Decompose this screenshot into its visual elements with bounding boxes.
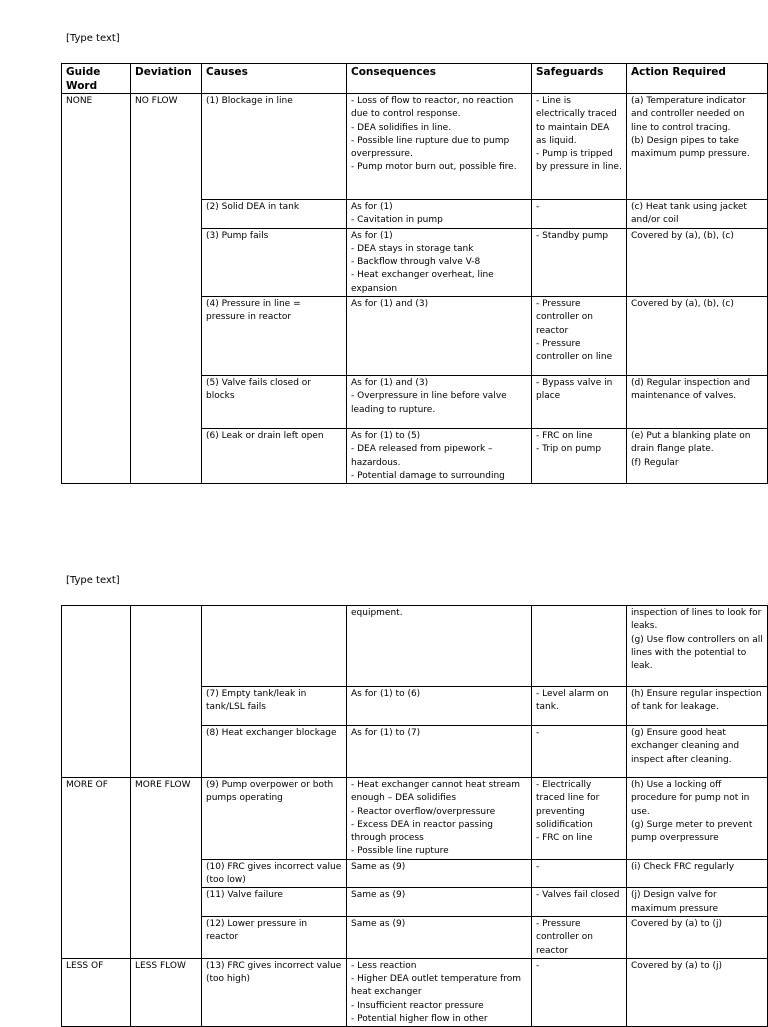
column-header-consequences: Consequences <box>347 64 532 94</box>
safeguards-cell <box>532 606 627 687</box>
causes-cell: (6) Leak or drain left open <box>202 429 347 484</box>
table-header-row <box>62 64 768 94</box>
action-cell: (g) Ensure good heat exchanger cleaning and inspect after cleaning. <box>627 726 768 778</box>
safeguards-cell: - Line is electrically traced to maintain DEA as liquid. - Pump is tripped by pressure in line. <box>532 94 627 200</box>
action-cell: Covered by (a) to (j) <box>627 916 768 958</box>
causes-cell <box>202 606 347 687</box>
safeguards-cell: - Valves fail closed <box>532 888 627 917</box>
guide-word-cell: NONE <box>62 94 131 484</box>
safeguards-cell: - Pressure controller on reactor <box>532 916 627 958</box>
action-cell: Covered by (a), (b), (c) <box>627 297 768 376</box>
deviation-cell: LESS FLOW <box>131 958 202 1026</box>
deviation-cell <box>131 606 202 778</box>
consequences-cell: As for (1) and (3) <box>347 297 532 376</box>
guide-word-cell: LESS OF <box>62 958 131 1026</box>
safeguards-cell: - FRC on line - Trip on pump <box>532 429 627 484</box>
causes-cell: (10) FRC gives incorrect value (too low) <box>202 859 347 888</box>
safeguards-cell: - Pressure controller on reactor - Pressure controller on line <box>532 297 627 376</box>
causes-cell: (3) Pump fails <box>202 228 347 296</box>
action-cell: (c) Heat tank using jacket and/or coil <box>627 200 768 229</box>
column-header-deviation: Deviation <box>131 64 202 94</box>
causes-cell: (4) Pressure in line = pressure in reactor <box>202 297 347 376</box>
action-cell: (i) Check FRC regularly <box>627 859 768 888</box>
hazop-table-page1 <box>61 63 768 484</box>
action-cell: (j) Design valve for maximum pressure <box>627 888 768 917</box>
safeguards-cell: - <box>532 958 627 1026</box>
column-header-causes: Causes <box>202 64 347 94</box>
causes-cell: (7) Empty tank/leak in tank/LSL fails <box>202 687 347 726</box>
action-cell: (h) Ensure regular inspection of tank for leakage. <box>627 687 768 726</box>
consequences-cell: As for (1) to (5) - DEA released from pipework – hazardous. - Potential damage to surrounding <box>347 429 532 484</box>
safeguards-cell: - Standby pump <box>532 228 627 296</box>
consequences-cell: As for (1) to (6) <box>347 687 532 726</box>
column-header-action-required: Action Required <box>627 64 768 94</box>
causes-cell: (2) Solid DEA in tank <box>202 200 347 229</box>
consequences-cell: As for (1) to (7) <box>347 726 532 778</box>
causes-cell: (9) Pump overpower or both pumps operating <box>202 778 347 860</box>
safeguards-cell: - <box>532 859 627 888</box>
column-header-guide-word: Guide Word <box>62 64 131 94</box>
action-cell: Covered by (a), (b), (c) <box>627 228 768 296</box>
consequences-cell: - Heat exchanger cannot heat stream enough – DEA solidifies - Reactor overflow/overpressure - Excess DEA in reactor passing through process - Possible line rupture <box>347 778 532 860</box>
guide-word-cell <box>62 606 131 778</box>
deviation-cell: MORE FLOW <box>131 778 202 959</box>
table-row <box>62 778 768 860</box>
consequences-cell: As for (1) and (3) - Overpressure in line before valve leading to rupture. <box>347 376 532 429</box>
safeguards-cell: - Level alarm on tank. <box>532 687 627 726</box>
safeguards-cell: - Bypass valve in place <box>532 376 627 429</box>
safeguards-cell: - <box>532 200 627 229</box>
safeguards-cell: - <box>532 726 627 778</box>
table-row <box>62 94 768 200</box>
page2-header: [Type text] <box>66 575 120 586</box>
table-row <box>62 958 768 1026</box>
column-header-safeguards: Safeguards <box>532 64 627 94</box>
consequences-cell: As for (1) - DEA stays in storage tank - Backflow through valve V-8 - Heat exchanger overheat, line expansion <box>347 228 532 296</box>
action-cell: (e) Put a blanking plate on drain flange plate. (f) Regular <box>627 429 768 484</box>
causes-cell: (8) Heat exchanger blockage <box>202 726 347 778</box>
causes-cell: (12) Lower pressure in reactor <box>202 916 347 958</box>
action-cell: (h) Use a locking off procedure for pump not in use. (g) Surge meter to prevent pump overpressure <box>627 778 768 860</box>
consequences-cell: As for (1) - Cavitation in pump <box>347 200 532 229</box>
action-cell: Covered by (a) to (j) <box>627 958 768 1026</box>
deviation-cell: NO FLOW <box>131 94 202 484</box>
causes-cell: (1) Blockage in line <box>202 94 347 200</box>
guide-word-cell: MORE OF <box>62 778 131 959</box>
action-cell: (a) Temperature indicator and controller needed on line to control tracing. (b) Design pipes to take maximum pump pressure. <box>627 94 768 200</box>
causes-cell: (5) Valve fails closed or blocks <box>202 376 347 429</box>
consequences-cell: - Loss of flow to reactor, no reaction due to control response. - DEA solidifies in line. - Possible line rupture due to pump overpressure. - Pump motor burn out, possible fire. <box>347 94 532 200</box>
hazop-table-page2 <box>61 605 768 1027</box>
safeguards-cell: - Electrically traced line for preventing solidification - FRC on line <box>532 778 627 860</box>
causes-cell: (11) Valve failure <box>202 888 347 917</box>
consequences-cell: - Less reaction - Higher DEA outlet temperature from heat exchanger - Insufficient reactor pressure - Potential higher flow in other <box>347 958 532 1026</box>
consequences-cell: equipment. <box>347 606 532 687</box>
consequences-cell: Same as (9) <box>347 859 532 888</box>
table-row <box>62 606 768 687</box>
page1-header: [Type text] <box>66 33 120 44</box>
action-cell: inspection of lines to look for leaks. (g) Use flow controllers on all lines with the potential to leak. <box>627 606 768 687</box>
causes-cell: (13) FRC gives incorrect value (too high) <box>202 958 347 1026</box>
consequences-cell: Same as (9) <box>347 916 532 958</box>
action-cell: (d) Regular inspection and maintenance of valves. <box>627 376 768 429</box>
consequences-cell: Same as (9) <box>347 888 532 917</box>
